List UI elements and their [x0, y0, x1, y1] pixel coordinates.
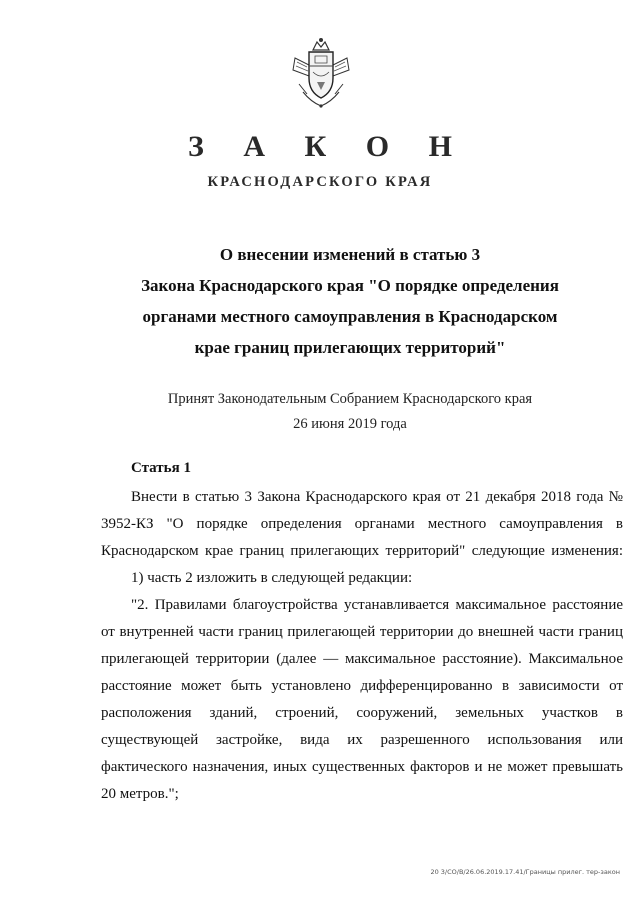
- region-subtitle: КРАСНОДАРСКОГО КРАЯ: [207, 174, 433, 190]
- law-heading-line: О внесении изменений в статью 3: [219, 245, 481, 264]
- krasnodar-coat-of-arms-icon: [289, 36, 353, 110]
- document-footer: 20 3/CO/B/26.06.2019.17.41/Границы прилег. тер-закон: [430, 868, 620, 876]
- law-heading: [100, 239, 600, 363]
- document-title: З А К О Н: [188, 130, 468, 163]
- law-heading-line: органами местного самоуправления в Краснодарском: [142, 307, 558, 326]
- adoption-body: Принят Законодательным Собранием Краснодарского края: [167, 391, 533, 407]
- article-title: Статья 1: [131, 460, 191, 476]
- law-heading-line: Закона Краснодарского края "О порядке определения: [141, 276, 559, 295]
- article-paragraph: "2. Правилами благоустройства устанавливается максимальное расстояние от внутренней части границ прилегающей территории до внешней части границ прилегающей территории (далее — максимальное расстояние). Максимальное расстояние может быть установлено дифференцированно в зависимости от расположения зданий, строений, сооружений, земельных участков в существующей застройке, вида их разрешенного использования или фактического назначения, иных существенных факторов и не может превышать 20 метров.";: [101, 597, 623, 802]
- article-body: [101, 484, 623, 808]
- adoption-date: 26 июня 2019 года: [293, 416, 407, 432]
- adoption-note: [100, 387, 600, 437]
- article-paragraph: Внести в статью 3 Закона Краснодарского края от 21 декабря 2018 года № 3952-КЗ "О порядке определения органами местного самоуправления в Краснодарском крае границ прилегающих территорий" следующие изменения:: [101, 489, 623, 559]
- law-heading-line: крае границ прилегающих территорий": [194, 338, 506, 357]
- article-paragraph: 1) часть 2 изложить в следующей редакции:: [131, 570, 413, 586]
